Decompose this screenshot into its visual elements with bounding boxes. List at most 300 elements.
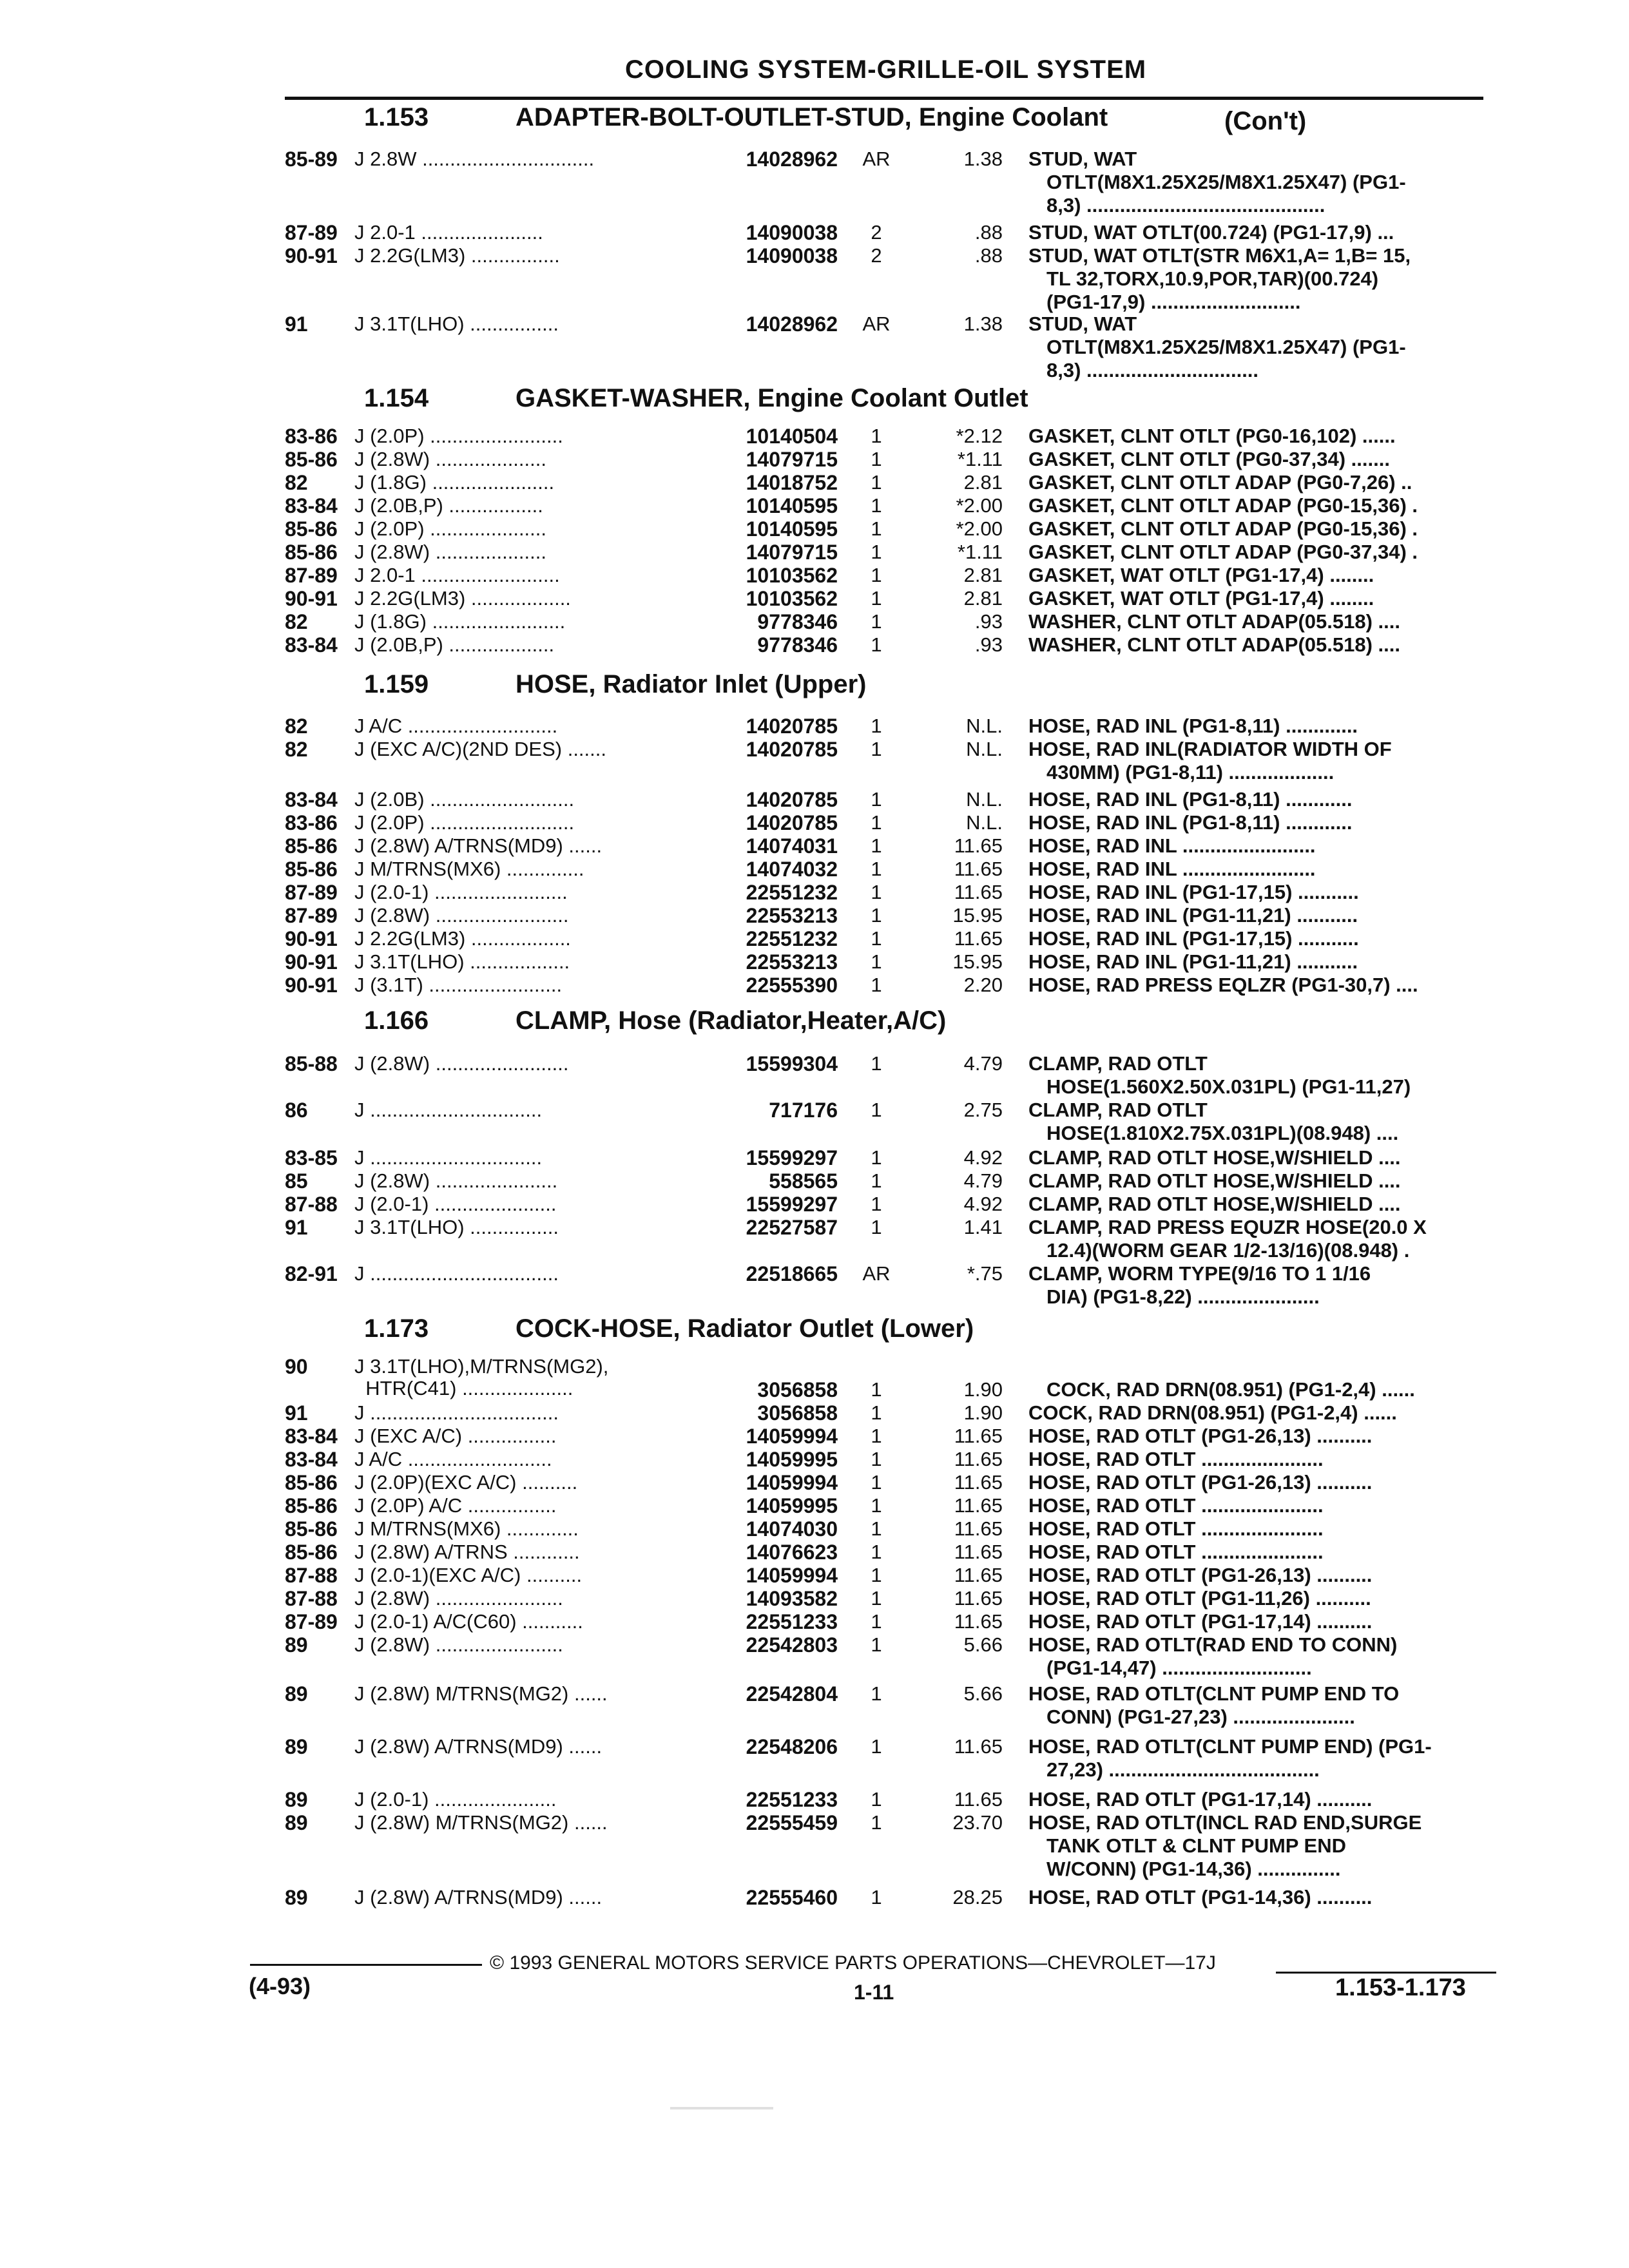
row-part-number: 14059995 [746, 1494, 838, 1517]
row-description-line: HOSE, RAD OTLT (PG1-26,13) .......... [1028, 1472, 1373, 1494]
row-application: J (2.0-1) A/C(C60) ........... [354, 1611, 583, 1633]
row-quantity: 1 [871, 633, 882, 656]
row-part-number: 14028962 [746, 312, 838, 336]
row-years: 87-89 [285, 1610, 338, 1633]
row-application: J ............................... [354, 1147, 543, 1169]
row-price: .88 [974, 244, 1003, 267]
row-description-line: GASKET, CLNT OTLT ADAP (PG0-15,36) . [1028, 495, 1418, 517]
row-years: 89 [285, 1735, 308, 1758]
row-price: N.L. [966, 788, 1003, 811]
section-number: 1.153 [364, 103, 429, 131]
row-years: 85-86 [285, 858, 338, 881]
row-description-line: COCK, RAD DRN(08.951) (PG1-2,4) ...... [1046, 1379, 1415, 1401]
row-part-number: 558565 [769, 1169, 838, 1193]
row-price: 11.65 [954, 1494, 1003, 1517]
row-years: 87-89 [285, 881, 338, 904]
row-description-line: CLAMP, RAD OTLT HOSE,W/SHIELD .... [1028, 1147, 1401, 1169]
row-years: 82 [285, 471, 308, 494]
row-description-line: HOSE, RAD INL (PG1-8,11) ............ [1028, 789, 1353, 811]
row-application: J (2.0P) .......................... [354, 812, 575, 834]
row-description-line: W/CONN) (PG1-14,36) ............... [1046, 1858, 1341, 1880]
row-description-line: CLAMP, RAD OTLT HOSE,W/SHIELD .... [1028, 1170, 1401, 1192]
row-description-line: DIA) (PG1-8,22) ...................... [1046, 1286, 1320, 1308]
row-description-line: CLAMP, RAD OTLT HOSE,W/SHIELD .... [1028, 1193, 1401, 1215]
row-description-line: HOSE, RAD INL ........................ [1028, 858, 1316, 880]
row-quantity: 1 [871, 1735, 882, 1758]
row-part-number: 14020785 [746, 811, 838, 834]
row-years: 82 [285, 610, 308, 633]
row-quantity: 1 [871, 448, 882, 470]
row-application: J (2.0P) ..................... [354, 518, 547, 540]
row-application: J (2.8W) ....................... [354, 1634, 563, 1656]
row-price: 1.38 [963, 148, 1003, 170]
row-description-line: HOSE, RAD OTLT (PG1-26,13) .......... [1028, 1425, 1373, 1447]
row-years: 85 [285, 1169, 308, 1193]
row-quantity: 1 [871, 715, 882, 737]
row-years: 82-91 [285, 1262, 338, 1285]
row-quantity: 1 [871, 811, 882, 834]
scan-speck [670, 2107, 773, 2109]
row-price: 5.66 [963, 1682, 1003, 1705]
section-title: HOSE, Radiator Inlet (Upper) [516, 670, 867, 698]
row-part-number: 14074031 [746, 834, 838, 858]
row-application: J (2.0P) A/C ................ [354, 1495, 557, 1517]
row-quantity: 1 [871, 1886, 882, 1908]
row-description-line: 430MM) (PG1-8,11) ................... [1046, 762, 1335, 783]
row-part-number: 22551232 [746, 881, 838, 904]
row-price: 11.65 [954, 1564, 1003, 1586]
row-years: 91 [285, 1216, 308, 1239]
row-price: 28.25 [952, 1886, 1003, 1908]
footer-copyright: © 1993 GENERAL MOTORS SERVICE PARTS OPERATIONS—CHEVROLET—17J [490, 1952, 1216, 1974]
row-price: 2.81 [963, 564, 1003, 586]
row-price: 11.65 [954, 1541, 1003, 1563]
row-years: 85-86 [285, 1494, 338, 1517]
row-application: J (EXC A/C) ................ [354, 1425, 557, 1447]
row-years: 83-84 [285, 788, 338, 811]
section-title: COCK-HOSE, Radiator Outlet (Lower) [516, 1314, 974, 1343]
row-quantity: 1 [871, 494, 882, 517]
row-application: J A/C .......................... [354, 1448, 552, 1470]
row-price: 1.38 [963, 312, 1003, 335]
row-price: *2.12 [956, 425, 1003, 447]
row-price: 1.90 [963, 1401, 1003, 1424]
row-description-line: TANK OTLT & CLNT PUMP END [1046, 1835, 1346, 1857]
row-application: J (2.8W) A/TRNS(MD9) ...... [354, 1736, 602, 1758]
row-application: J (2.0-1) ...................... [354, 1193, 557, 1215]
footer-date: (4-93) [249, 1973, 311, 1999]
row-quantity: 1 [871, 1564, 882, 1586]
row-part-number: 14059995 [746, 1448, 838, 1471]
row-price: *2.00 [956, 494, 1003, 517]
row-price: .93 [974, 633, 1003, 656]
row-years: 89 [285, 1811, 308, 1834]
row-quantity: 1 [871, 974, 882, 996]
row-application: J A/C ........................... [354, 715, 558, 737]
row-description-line: STUD, WAT OTLT(00.724) (PG1-17,9) ... [1028, 222, 1394, 244]
row-application: J (2.8W) M/TRNS(MG2) ...... [354, 1812, 608, 1834]
row-price: 23.70 [952, 1811, 1003, 1834]
row-part-number: 9778346 [757, 633, 838, 657]
row-part-number: 22553213 [746, 950, 838, 974]
row-application: J 2.2G(LM3) .................. [354, 588, 571, 610]
row-price: 11.65 [954, 927, 1003, 950]
row-years: 83-84 [285, 1448, 338, 1471]
row-description-line: CLAMP, RAD OTLT [1028, 1099, 1208, 1121]
row-description-line: WASHER, CLNT OTLT ADAP(05.518) .... [1028, 611, 1400, 633]
row-years: 91 [285, 312, 308, 336]
row-years: 89 [285, 1886, 308, 1909]
row-price: 2.81 [963, 587, 1003, 610]
row-description-line: HOSE(1.810X2.75X.031PL)(08.948) .... [1046, 1122, 1399, 1144]
row-years: 85-86 [285, 517, 338, 541]
row-application: J (2.8W) ...................... [354, 1170, 558, 1192]
row-application: J .................................. [354, 1263, 559, 1285]
row-application: J (1.8G) ........................ [354, 611, 566, 633]
row-part-number: 3056858 [757, 1378, 838, 1401]
row-quantity: 1 [871, 1146, 882, 1169]
row-quantity: 1 [871, 1052, 882, 1075]
row-years: 89 [285, 1788, 308, 1811]
row-application: J (2.0-1) ...................... [354, 1789, 557, 1811]
row-part-number: 22542803 [746, 1633, 838, 1657]
row-description-line: HOSE, RAD INL (PG1-8,11) ............. [1028, 715, 1358, 737]
row-description-line: COCK, RAD DRN(08.951) (PG1-2,4) ...... [1028, 1402, 1397, 1424]
row-application: J 3.1T(LHO),M/TRNS(MG2), HTR(C41) .................... [354, 1356, 609, 1399]
row-part-number: 3056858 [757, 1401, 838, 1425]
row-application: J (2.0P)(EXC A/C) .......... [354, 1472, 578, 1494]
row-application: J 2.0-1 ...................... [354, 222, 543, 244]
row-quantity: 1 [871, 881, 882, 903]
row-years: 90-91 [285, 244, 338, 267]
row-years: 90-91 [285, 927, 338, 950]
section-title: GASKET-WASHER, Engine Coolant Outlet [516, 384, 1028, 412]
row-description-line: HOSE, RAD INL (PG1-11,21) ........... [1028, 951, 1358, 973]
row-description-line: GASKET, WAT OTLT (PG1-17,4) ........ [1028, 564, 1374, 586]
row-price: 11.65 [954, 1425, 1003, 1447]
row-part-number: 717176 [769, 1099, 838, 1122]
row-years: 87-89 [285, 221, 338, 244]
row-years: 83-84 [285, 494, 338, 517]
row-description-line: CLAMP, RAD PRESS EQUZR HOSE(20.0 X [1028, 1216, 1427, 1238]
row-part-number: 14028962 [746, 148, 838, 171]
row-description-line: TL 32,TORX,10.9,POR,TAR)(00.724) [1046, 268, 1379, 290]
row-years: 85-86 [285, 1541, 338, 1564]
row-quantity: 1 [871, 1471, 882, 1494]
row-application: J (1.8G) ...................... [354, 472, 555, 494]
row-application: J 3.1T(LHO) .................. [354, 951, 570, 973]
row-part-number: 14059994 [746, 1564, 838, 1587]
row-quantity: AR [862, 148, 891, 170]
row-description-line: HOSE, RAD INL (PG1-8,11) ............ [1028, 812, 1353, 834]
row-price: 11.65 [954, 1587, 1003, 1610]
row-description-line: GASKET, CLNT OTLT ADAP (PG0-7,26) .. [1028, 472, 1412, 494]
row-price: *1.11 [957, 541, 1003, 563]
row-part-number: 14074030 [746, 1517, 838, 1541]
row-description-line: HOSE, RAD OTLT (PG1-17,14) .......... [1028, 1611, 1373, 1633]
row-application: J (2.8W) M/TRNS(MG2) ...... [354, 1683, 608, 1705]
section-number: 1.159 [364, 670, 429, 698]
row-application: J (2.8W) .................... [354, 448, 546, 470]
row-quantity: AR [862, 312, 891, 335]
row-description-line: 8,3) ............................... [1046, 360, 1259, 381]
row-years: 85-86 [285, 1517, 338, 1541]
row-price: 4.92 [963, 1193, 1003, 1215]
row-quantity: 1 [871, 858, 882, 880]
row-quantity: 1 [871, 1610, 882, 1633]
row-application: J .................................. [354, 1402, 559, 1424]
row-quantity: 1 [871, 1169, 882, 1192]
row-description-line: HOSE, RAD OTLT (PG1-17,14) .......... [1028, 1789, 1373, 1811]
row-price: 2.81 [963, 471, 1003, 494]
row-description-line: HOSE, RAD OTLT(RAD END TO CONN) [1028, 1634, 1398, 1656]
row-part-number: 22518665 [746, 1262, 838, 1285]
row-part-number: 14059994 [746, 1425, 838, 1448]
row-price: 11.65 [954, 1788, 1003, 1811]
row-description-line: HOSE, RAD OTLT ...................... [1028, 1448, 1324, 1470]
row-part-number: 14090038 [746, 221, 838, 244]
row-quantity: 1 [871, 1633, 882, 1656]
row-application: J M/TRNS(MX6) .............. [354, 858, 584, 880]
row-years: 86 [285, 1099, 308, 1122]
row-quantity: 1 [871, 1811, 882, 1834]
row-years: 87-89 [285, 564, 338, 587]
row-description-line: HOSE, RAD INL (PG1-11,21) ........... [1028, 905, 1358, 927]
row-application: J (2.8W) A/TRNS(MD9) ...... [354, 835, 602, 857]
row-description-line: (PG1-14,47) ........................... [1046, 1657, 1312, 1679]
row-quantity: 1 [871, 1448, 882, 1470]
row-part-number: 14020785 [746, 715, 838, 738]
row-part-number: 22551233 [746, 1610, 838, 1633]
row-price: N.L. [966, 715, 1003, 737]
row-price: *.75 [967, 1262, 1003, 1285]
row-part-number: 10140595 [746, 517, 838, 541]
row-years: 85-88 [285, 1052, 338, 1075]
row-price: 4.92 [963, 1146, 1003, 1169]
row-part-number: 14093582 [746, 1587, 838, 1610]
row-years: 89 [285, 1682, 308, 1706]
row-quantity: 2 [871, 244, 882, 267]
row-price: 5.66 [963, 1633, 1003, 1656]
section-title: ADAPTER-BOLT-OUTLET-STUD, Engine Coolant [516, 103, 1108, 131]
row-part-number: 14074032 [746, 858, 838, 881]
footer-section-range: 1.153-1.173 [1335, 1974, 1466, 2001]
row-quantity: 1 [871, 1587, 882, 1610]
row-quantity: 1 [871, 541, 882, 563]
row-years: 85-86 [285, 1471, 338, 1494]
row-price: 11.65 [954, 881, 1003, 903]
row-years: 83-86 [285, 811, 338, 834]
row-price: .88 [974, 221, 1003, 244]
row-part-number: 10140595 [746, 494, 838, 517]
row-years: 87-88 [285, 1193, 338, 1216]
row-description-line: GASKET, CLNT OTLT (PG0-37,34) ....... [1028, 448, 1390, 470]
row-years: 90 [285, 1355, 308, 1378]
row-application: J 3.1T(LHO) ................ [354, 1216, 559, 1238]
row-description-line: HOSE, RAD OTLT (PG1-26,13) .......... [1028, 1564, 1373, 1586]
row-part-number: 22555459 [746, 1811, 838, 1834]
row-price: 11.65 [954, 1471, 1003, 1494]
row-description-line: HOSE, RAD OTLT (PG1-11,26) .......... [1028, 1588, 1371, 1610]
row-application: J (2.8W) A/TRNS ............ [354, 1541, 580, 1563]
row-description-line: GASKET, CLNT OTLT ADAP (PG0-37,34) . [1028, 541, 1418, 563]
row-description-line: HOSE(1.560X2.50X.031PL) (PG1-11,27) [1046, 1076, 1411, 1098]
row-years: 85-89 [285, 148, 338, 171]
row-application: J 2.0-1 ......................... [354, 564, 560, 586]
row-quantity: 1 [871, 1425, 882, 1447]
row-years: 82 [285, 715, 308, 738]
section-continued-label: (Con't) [1224, 107, 1307, 135]
row-part-number: 15599297 [746, 1146, 838, 1169]
row-part-number: 14079715 [746, 448, 838, 471]
row-application: J (EXC A/C)(2ND DES) ....... [354, 738, 606, 760]
row-application: J (3.1T) ........................ [354, 974, 563, 996]
row-description-line: GASKET, CLNT OTLT (PG0-16,102) ...... [1028, 425, 1396, 447]
row-description-line: STUD, WAT [1028, 313, 1137, 335]
row-description-line: CONN) (PG1-27,23) ...................... [1046, 1706, 1355, 1728]
row-years: 83-86 [285, 425, 338, 448]
row-description-line: 12.4)(WORM GEAR 1/2-13/16)(08.948) . [1046, 1240, 1410, 1262]
row-years: 83-85 [285, 1146, 338, 1169]
section-number: 1.173 [364, 1314, 429, 1343]
row-price: 1.90 [963, 1378, 1003, 1401]
row-price: *1.11 [957, 448, 1003, 470]
row-quantity: 1 [871, 517, 882, 540]
row-description-line: HOSE, RAD OTLT ...................... [1028, 1495, 1324, 1517]
row-description-line: OTLT(M8X1.25X25/M8X1.25X47) (PG1- [1046, 336, 1406, 358]
row-years: 90-91 [285, 950, 338, 974]
row-description-line: GASKET, WAT OTLT (PG1-17,4) ........ [1028, 588, 1374, 610]
row-part-number: 14076623 [746, 1541, 838, 1564]
row-years: 90-91 [285, 974, 338, 997]
row-description-line: HOSE, RAD OTLT ...................... [1028, 1541, 1324, 1563]
row-application: J (2.0B,P) ................. [354, 495, 543, 517]
row-quantity: AR [862, 1262, 891, 1285]
page-title: COOLING SYSTEM-GRILLE-OIL SYSTEM [625, 55, 1147, 84]
row-application: J 2.2G(LM3) ................ [354, 245, 560, 267]
row-quantity: 1 [871, 1788, 882, 1811]
row-price: 2.20 [963, 974, 1003, 996]
row-years: 85-86 [285, 448, 338, 471]
row-application: J 2.8W ............................... [354, 148, 595, 170]
row-price: *2.00 [956, 517, 1003, 540]
row-application: J M/TRNS(MX6) ............. [354, 1518, 579, 1540]
row-description-line: HOSE, RAD INL (PG1-17,15) ........... [1028, 881, 1359, 903]
row-part-number: 14059994 [746, 1471, 838, 1494]
row-application: J (2.0B,P) ................... [354, 634, 555, 656]
row-description-line: 27,23) ...................................... [1046, 1759, 1320, 1781]
row-description-line: STUD, WAT [1028, 148, 1137, 170]
row-part-number: 10103562 [746, 587, 838, 610]
row-quantity: 1 [871, 834, 882, 857]
row-price: 1.41 [963, 1216, 1003, 1238]
row-part-number: 15599304 [746, 1052, 838, 1075]
row-description-line: (PG1-17,9) ........................... [1046, 291, 1301, 313]
row-description-line: OTLT(M8X1.25X25/M8X1.25X47) (PG1- [1046, 171, 1406, 193]
row-price: 11.65 [954, 834, 1003, 857]
row-part-number: 22551232 [746, 927, 838, 950]
row-part-number: 22542804 [746, 1682, 838, 1706]
row-quantity: 1 [871, 927, 882, 950]
row-years: 87-88 [285, 1564, 338, 1587]
row-part-number: 14020785 [746, 788, 838, 811]
row-description-line: HOSE, RAD PRESS EQLZR (PG1-30,7) .... [1028, 974, 1418, 996]
row-price: 15.95 [952, 950, 1003, 973]
row-quantity: 1 [871, 1401, 882, 1424]
row-description-line: 8,3) ........................................... [1046, 195, 1325, 216]
row-application: J (2.8W) ....................... [354, 1588, 563, 1610]
row-quantity: 1 [871, 950, 882, 973]
row-quantity: 1 [871, 471, 882, 494]
row-application: J (2.0P) ........................ [354, 425, 563, 447]
row-description-line: HOSE, RAD OTLT(CLNT PUMP END TO [1028, 1683, 1400, 1705]
row-price: 11.65 [954, 1735, 1003, 1758]
row-years: 83-84 [285, 633, 338, 657]
row-part-number: 22555390 [746, 974, 838, 997]
row-price: 11.65 [954, 1448, 1003, 1470]
row-quantity: 1 [871, 1517, 882, 1540]
section-title: CLAMP, Hose (Radiator,Heater,A/C) [516, 1006, 947, 1035]
row-years: 87-88 [285, 1587, 338, 1610]
row-application: J (2.8W) ........................ [354, 905, 569, 927]
row-part-number: 22548206 [746, 1735, 838, 1758]
footer-page-number: 1-11 [854, 1981, 894, 2004]
row-years: 91 [285, 1401, 308, 1425]
row-application: J ............................... [354, 1099, 543, 1121]
row-price: 15.95 [952, 904, 1003, 927]
row-application: J (2.8W) A/TRNS(MD9) ...... [354, 1887, 602, 1908]
row-part-number: 22551233 [746, 1788, 838, 1811]
row-part-number: 14090038 [746, 244, 838, 267]
row-price: 11.65 [954, 1517, 1003, 1540]
row-quantity: 2 [871, 221, 882, 244]
row-application: J 2.2G(LM3) .................. [354, 928, 571, 950]
row-description-line: HOSE, RAD INL (PG1-17,15) ........... [1028, 928, 1359, 950]
row-description-line: HOSE, RAD OTLT(INCL RAD END,SURGE [1028, 1812, 1422, 1834]
row-description-line: HOSE, RAD OTLT ...................... [1028, 1518, 1324, 1540]
row-quantity: 1 [871, 610, 882, 633]
row-part-number: 10103562 [746, 564, 838, 587]
row-quantity: 1 [871, 1682, 882, 1705]
row-years: 83-84 [285, 1425, 338, 1448]
row-description-line: CLAMP, RAD OTLT [1028, 1053, 1208, 1075]
row-application: J (2.8W) ........................ [354, 1053, 569, 1075]
row-quantity: 1 [871, 1541, 882, 1563]
row-application: J (2.0B) .......................... [354, 789, 575, 811]
row-description-line: HOSE, RAD INL(RADIATOR WIDTH OF [1028, 738, 1392, 760]
row-application: J (2.8W) .................... [354, 541, 546, 563]
row-application: J (2.0-1)(EXC A/C) .......... [354, 1564, 583, 1586]
row-quantity: 1 [871, 425, 882, 447]
row-price: N.L. [966, 738, 1003, 760]
row-description-line: WASHER, CLNT OTLT ADAP(05.518) .... [1028, 634, 1400, 656]
row-part-number: 22527587 [746, 1216, 838, 1239]
row-part-number: 14079715 [746, 541, 838, 564]
row-quantity: 1 [871, 1193, 882, 1215]
row-quantity: 1 [871, 1216, 882, 1238]
row-part-number: 14020785 [746, 738, 838, 761]
row-quantity: 1 [871, 1099, 882, 1121]
row-part-number: 22553213 [746, 904, 838, 927]
row-price: N.L. [966, 811, 1003, 834]
row-description-line: STUD, WAT OTLT(STR M6X1,A= 1,B= 15, [1028, 245, 1411, 267]
header-rule [285, 97, 1483, 100]
row-price: 11.65 [954, 1610, 1003, 1633]
row-quantity: 1 [871, 564, 882, 586]
row-price: 4.79 [963, 1052, 1003, 1075]
row-years: 85-86 [285, 834, 338, 858]
section-number: 1.154 [364, 384, 429, 412]
